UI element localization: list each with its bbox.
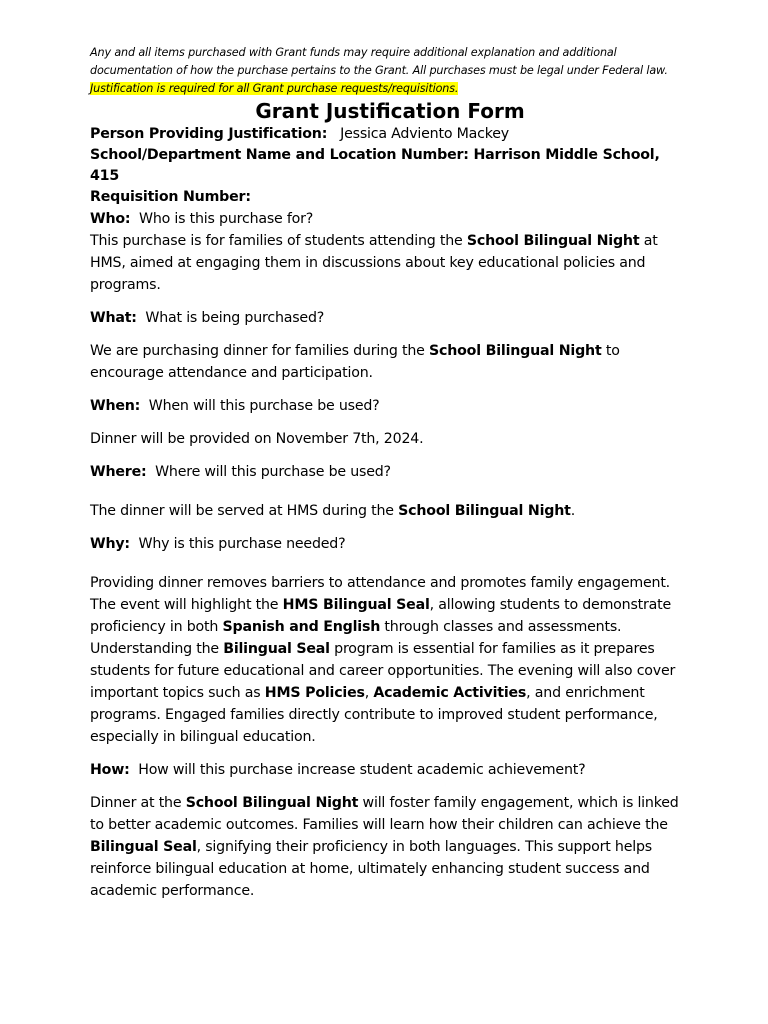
why-answer-bold-2: Spanish and English (222, 619, 381, 635)
form-title: Grant Justification Form (255, 99, 525, 123)
who-answer (90, 230, 690, 296)
what-answer-text-2: to encourage attendance and participation. (90, 343, 620, 381)
why-answer-bold-4: HMS Policies (264, 685, 365, 701)
how-answer-text-1: Dinner at the (90, 795, 186, 811)
how-answer-text-2: will foster family engagement, which is linked to better academic outcomes. Families will learn how their children can achieve the (90, 795, 679, 833)
how-answer-bold-1: School Bilingual Night (185, 795, 359, 811)
why-answer (90, 572, 690, 748)
why-question-text: Why is this purchase needed? (138, 536, 346, 552)
school-label: School/Department Name and Location Number: Harrison Middle School, 415 (90, 147, 660, 184)
why-answer-bold-5: Academic Activities (373, 685, 527, 701)
document-page (90, 44, 690, 902)
who-label: Who: (90, 211, 131, 227)
school-field (90, 145, 690, 187)
person-label: Person Providing Justification: (90, 126, 328, 142)
when-answer: Dinner will be provided on November 7th, 2024. (90, 431, 424, 447)
why-answer-bold-3: Bilingual Seal (223, 641, 330, 657)
what-question (90, 307, 690, 329)
why-label: Why: (90, 536, 130, 552)
where-answer-text-2: . (570, 503, 575, 519)
where-label: Where: (90, 464, 147, 480)
why-answer-bold-1: HMS Bilingual Seal (282, 597, 430, 613)
disclaimer-text: Any and all items purchased with Grant funds may require additional explanation and additional documentation of how the purchase pertains to the Grant. All purchases must be legal under Federal law. (90, 46, 668, 77)
requisition-field (90, 187, 690, 208)
when-question (90, 395, 690, 417)
person-field (90, 124, 690, 145)
how-answer-bold-2: Bilingual Seal (90, 839, 197, 855)
what-answer-bold-1: School Bilingual Night (429, 343, 602, 359)
when-question-text: When will this purchase be used? (148, 398, 380, 414)
where-question (90, 461, 690, 483)
where-question-text: Where will this purchase be used? (155, 464, 391, 480)
why-question (90, 533, 690, 555)
who-answer-bold-1: School Bilingual Night (466, 233, 640, 249)
why-answer-text-3: through classes and assessments. Understanding the (90, 619, 622, 657)
person-value: Jessica Adviento Mackey (340, 126, 509, 142)
how-answer (90, 792, 690, 902)
what-label: What: (90, 310, 137, 326)
who-answer-text-2: at HMS, aimed at engaging them in discussions about key educational policies and programs. (90, 233, 658, 293)
where-answer (90, 500, 690, 522)
why-answer-text-6: , and enrichment programs. Engaged families directly contribute to improved student performance, especially in bilingual education. (90, 685, 658, 745)
who-answer-text-1: This purchase is for families of students attending the (90, 233, 467, 249)
disclaimer-note (90, 44, 690, 98)
where-answer-bold-1: School Bilingual Night (398, 503, 571, 519)
how-answer-text-3: , signifying their proficiency in both languages. This support helps reinforce bilingual education at home, ultimately enhancing student success and academic performance. (90, 839, 652, 899)
how-question-text: How will this purchase increase student academic achievement? (138, 762, 586, 778)
who-question-text: Who is this purchase for? (139, 211, 314, 227)
disclaimer-highlight: Justification is required for all Grant purchase requests/requisitions. (90, 82, 459, 95)
what-answer-text-1: We are purchasing dinner for families during the (90, 343, 429, 359)
where-answer-text-1: The dinner will be served at HMS during the (90, 503, 399, 519)
why-answer-text-5: , (364, 685, 374, 701)
why-answer-text-2: , allowing students to demonstrate proficiency in both (90, 597, 672, 635)
who-question (90, 208, 690, 230)
how-question (90, 759, 690, 781)
what-question-text: What is being purchased? (145, 310, 325, 326)
when-label: When: (90, 398, 141, 414)
how-label: How: (90, 762, 130, 778)
requisition-label: Requisition Number: (90, 189, 251, 205)
what-answer (90, 340, 690, 384)
why-answer-text-4: program is essential for families as it prepares students for future educational and career opportunities. The evening will also cover important topics such as (90, 641, 676, 701)
why-answer-text-1: Providing dinner removes barriers to attendance and promotes family engagement. The event will highlight the (90, 575, 670, 613)
